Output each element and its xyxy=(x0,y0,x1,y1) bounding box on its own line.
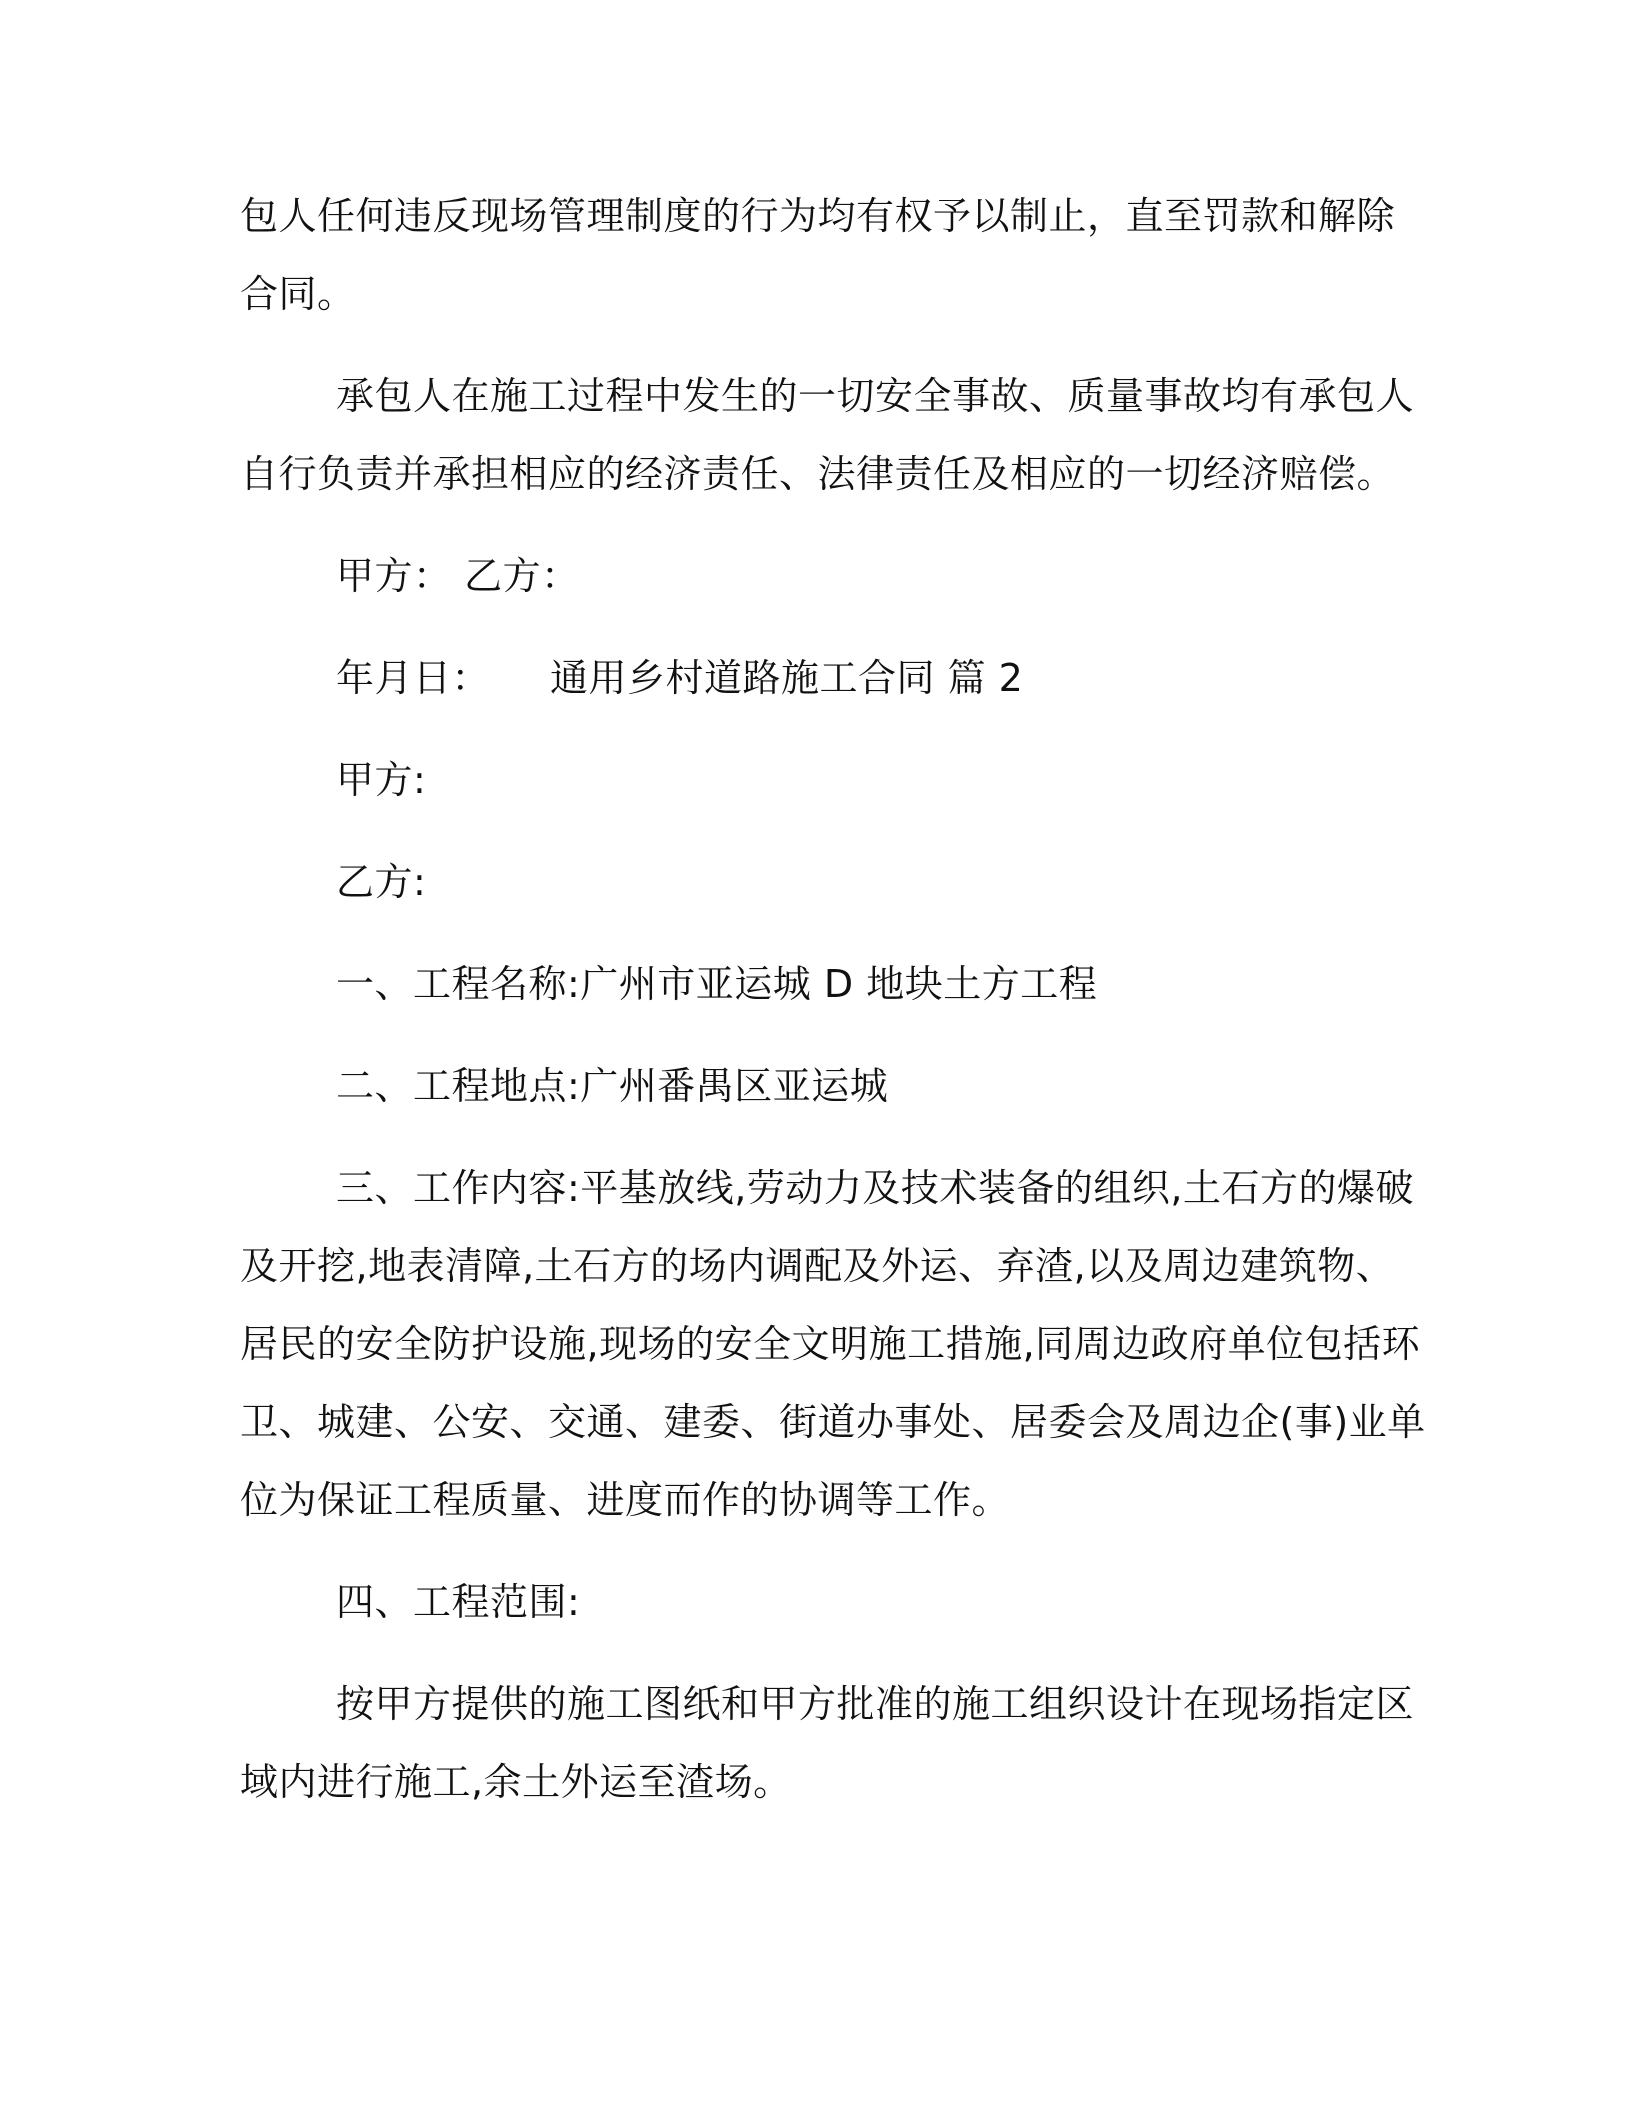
project-scope-heading: 四、工程范围: xyxy=(336,1580,581,1624)
paragraph-line: 自行负责并承担相应的经济责任、法律责任及相应的一切经济赔偿。 xyxy=(240,452,1396,496)
paragraph-line: 居民的安全防护设施,现场的安全文明施工措施,同周边政府单位包括环 xyxy=(240,1322,1421,1366)
paragraph-line: 按甲方提供的施工图纸和甲方批准的施工组织设计在现场指定区 xyxy=(336,1682,1415,1726)
paragraph-line: 三、工作内容:平基放线,劳动力及技术装备的组织,土石方的爆破 xyxy=(336,1166,1414,1210)
paragraph-line: 包人任何违反现场管理制度的行为均有权予以制止，直至罚款和解除 xyxy=(240,194,1396,238)
date-label: 年月日： xyxy=(336,656,491,700)
party-a-label: 甲方: xyxy=(336,758,427,802)
contract-title: 通用乡村道路施工合同 篇 2 xyxy=(550,656,1024,700)
paragraph-line: 承包人在施工过程中发生的一切安全事故、质量事故均有承包人 xyxy=(336,374,1415,418)
paragraph-line: 合同。 xyxy=(240,272,356,316)
paragraph-line: 卫、城建、公安、交通、建委、街道办事处、居委会及周边企(事)业单 xyxy=(240,1400,1426,1444)
date-and-title-line xyxy=(336,652,1496,704)
signature-parties-line: 甲方： 乙方： xyxy=(336,554,580,598)
project-location-line: 二、工程地点:广州番禺区亚运城 xyxy=(336,1064,889,1108)
paragraph-line: 位为保证工程质量、进度而作的协调等工作。 xyxy=(240,1478,1011,1522)
paragraph-line: 及开挖,地表清障,土石方的场内调配及外运、弃渣,以及周边建筑物、 xyxy=(240,1244,1395,1288)
paragraph-line: 域内进行施工,余土外运至渣场。 xyxy=(240,1760,792,1804)
project-name-line: 一、工程名称:广州市亚运城 D 地块土方工程 xyxy=(336,962,1098,1006)
party-b-label: 乙方: xyxy=(336,860,427,904)
